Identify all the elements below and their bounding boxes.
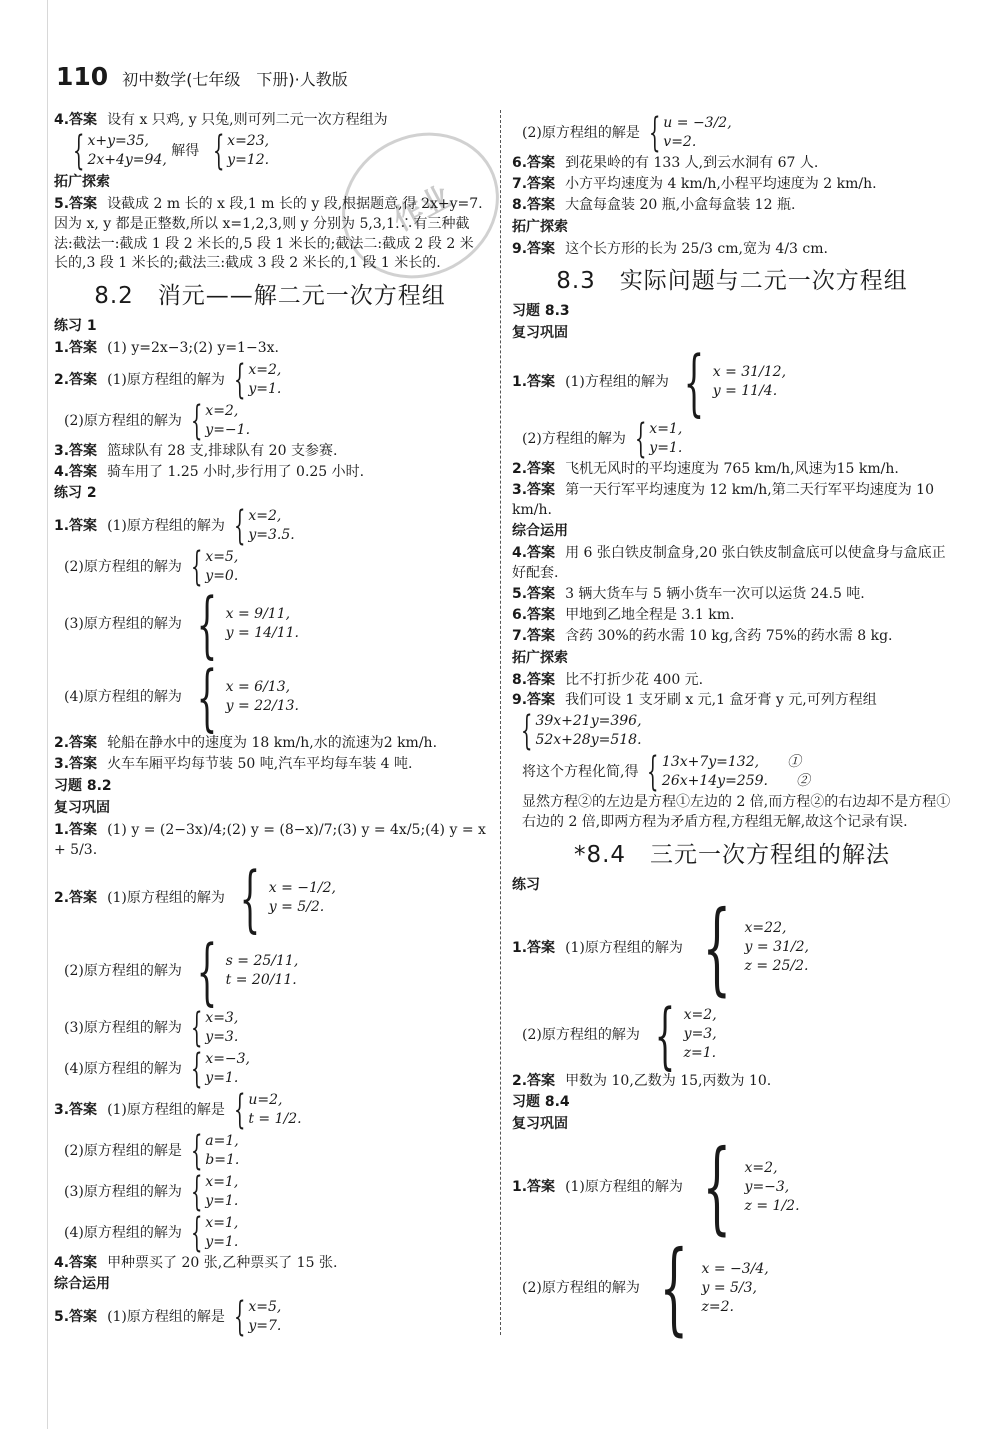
subsection-heading: 习题 8.4 [512, 1094, 570, 1111]
subsection-heading: 练习 [512, 876, 540, 893]
answer-item: 2.答案 甲数为 10,乙数为 15,丙数为 10. [512, 1072, 772, 1089]
answer-item: 3.答案 第一天行军平均速度为 12 km/h,第二天行军平均速度为 10 km/h. [512, 481, 934, 518]
answer-item: 1.答案 (1)原方程组的解为 { x=22, y = 31/2, z = 25/2. [512, 888, 809, 1006]
subsection-heading: 拓广探索 [512, 218, 568, 235]
section-title: *8.4 三元一次方程组的解法 [573, 842, 891, 869]
subsection-heading: 复习巩固 [512, 1116, 568, 1133]
answer-item: 2.答案 轮船在静水中的速度为 18 km/h,水的流速为2 km/h. [54, 735, 438, 752]
column-divider [500, 110, 501, 1335]
answer-item: 7.答案 含药 30%的药水需 10 kg,含药 75%的药水需 8 kg. [512, 627, 893, 644]
subsection-heading: 拓广探索 [512, 649, 568, 666]
subsection-heading: 拓广探索 [54, 173, 110, 190]
subsection-heading: 复习巩固 [54, 799, 110, 816]
answer-item: (2)原方程组的解为 { x=2, y=3, z=1. [522, 992, 717, 1077]
answer-item: 6.答案 甲地到乙地全程是 3.1 km. [512, 606, 735, 623]
equation-system: { x+y=35, 2x+4y=94, [72, 127, 167, 174]
subsection-heading: 习题 8.3 [512, 303, 570, 320]
answer-item: (4)原方程组的解为 { x = 6/13, y = 22/13. [64, 655, 299, 740]
left-column [54, 110, 486, 1341]
answer-item: 6.答案 到花果岭的有 133 人,到云水洞有 67 人. [512, 155, 819, 171]
answer-item: 8.答案 比不打折少花 400 元. [512, 671, 704, 688]
answer-item: 2.答案 (1)原方程组的解为 { x = −1/2, y = 5/2. [54, 855, 336, 940]
subsection-heading: 习题 8.2 [54, 778, 112, 795]
right-column [512, 110, 952, 1347]
answer-item: 1.答案 (1) y = (2−3x)/4;(2) y = (8−x)/7;(3) y = 4x/5;(4) y = x + 5/3. [54, 821, 486, 858]
answer-item: 将这个方程化简,得 { 13x+7y=132, ① 26x+14y=259. ② [522, 749, 810, 796]
answer-item: 5.答案 设截成 2 m 长的 x 段,1 m 长的 y 段,根据题意,得 2x+y=7.因为 x, y 都是正整数,所以 x=1,2,3,则 y 分别为 5,3,1.∴有三种截法:截法一:截成 1 段 2 米长的,5 段 1 米长的;截法二:截成 2 段 2 米长的,3 段 1 米长的;截法三:截成 3 段 2 米长的,1 段 1 米长的. [54, 195, 483, 272]
answer-item: (2)方程组的解为 { x=1, y=1. [522, 415, 683, 462]
answer-item: (3)原方程组的解为 { x = 9/11, y = 14/11. [64, 582, 299, 667]
answer-item: (2)原方程组的解为 { x = −3/4, y = 5/3, z=2. [522, 1229, 769, 1347]
answer-item: 4.答案 骑车用了 1.25 小时,步行用了 0.25 小时. [54, 463, 365, 480]
equation-system: { x=23, y=12. [212, 127, 270, 174]
answer-item: 4.答案 设有 x 只鸡, y 只兔,则可列二元一次方程组为 { x+y=35, 2x+4y=94, 解得 { x=23, y=12. [54, 112, 388, 174]
answer-paragraph: 显然方程②的左边是方程①左边的 2 倍,而方程②的右边却不是方程①右边的 2 倍,即两方程为矛盾方程,方程组无解,故这个记录有误. [522, 794, 951, 831]
answer-item: 5.答案 (1)原方程组的解是 { x=5, y=7. [54, 1294, 282, 1341]
answer-item: (3)原方程组的解为 { x=3, y=3. [64, 1004, 239, 1051]
answer-item: (2)原方程组的解为 { x=5, y=0. [64, 544, 239, 591]
page-margin-line [47, 0, 48, 1429]
subsection-heading: 综合运用 [512, 523, 568, 540]
answer-item: 4.答案 甲种票买了 20 张,乙种票买了 15 张. [54, 1254, 338, 1271]
subsection-heading: 综合运用 [54, 1276, 110, 1293]
answer-item: (4)原方程组的解为 { x=−3, y=1. [64, 1045, 251, 1092]
answer-item: 1.答案 (1)原方程组的解为 { x=2, y=3.5. [54, 503, 295, 550]
answer-item: (3)原方程组的解为 { x=1, y=1. [64, 1168, 239, 1215]
answer-item: 3.答案 (1)原方程组的解是 { u=2, t = 1/2. [54, 1086, 302, 1133]
answer-item: 3.答案 火车车厢平均每节装 50 吨,汽车平均每车装 4 吨. [54, 756, 413, 773]
subsection-heading: 复习巩固 [512, 324, 568, 341]
subsection-heading: 练习 2 [54, 485, 97, 502]
watermark-text: 作业 [387, 179, 457, 239]
answer-item: 9.答案 我们可设 1 支牙刷 x 元,1 盒牙膏 y 元,可列方程组 { 39x+21y=396, 52x+28y=518. [512, 692, 877, 755]
page-header [56, 62, 348, 91]
answer-item: 1.答案 (1)方程组的解为 { x = 31/12, y = 11/4. [512, 339, 787, 424]
answer-item: 7.答案 小方平均速度为 4 km/h,小程平均速度为 2 km/h. [512, 175, 877, 192]
answer-item: 4.答案 用 6 张白铁皮制盒身,20 张白铁皮制盒底可以使盒身与盒底正好配套. [512, 545, 946, 582]
book-title: 初中数学(七年级 下册)·人教版 [122, 70, 348, 89]
answer-item: (2)原方程组的解为 { x=2, y=−1. [64, 397, 251, 444]
answer-item: 2.答案 (1)原方程组的解为 { x=2, y=1. [54, 356, 282, 403]
answer-item: (2)原方程组的解是 { u = −3/2, v=2. [522, 110, 732, 156]
answer-item: (4)原方程组的解为 { x=1, y=1. [64, 1209, 239, 1256]
answer-item: (2)原方程组的解为 { s = 25/11, t = 20/11. [64, 928, 299, 1013]
answer-item: 5.答案 3 辆大货车与 5 辆小货车一次可以运货 24.5 吨. [512, 586, 865, 603]
answer-item: 2.答案 飞机无风时的平均速度为 765 km/h,风速为15 km/h. [512, 460, 899, 477]
answer-item: (2)原方程组的解是 { a=1, b=1. [64, 1127, 240, 1174]
answer-item: 1.答案 (1) y=2x−3;(2) y=1−3x. [54, 339, 279, 356]
section-title: 8.2 消元——解二元一次方程组 [94, 283, 446, 310]
answer-item: 3.答案 篮球队有 28 支,排球队有 20 支参赛. [54, 442, 338, 459]
section-title: 8.3 实际问题与二元一次方程组 [556, 268, 908, 295]
answer-item: 9.答案 这个长方形的长为 25/3 cm,宽为 4/3 cm. [512, 240, 828, 257]
answer-item: 1.答案 (1)原方程组的解为 { x=2, y=−3, z = 1/2. [512, 1128, 800, 1246]
answer-item: 8.答案 大盒每盒装 20 瓶,小盒每盒装 12 瓶. [512, 196, 796, 213]
subsection-heading: 练习 1 [54, 317, 97, 334]
page-number: 110 [56, 62, 109, 91]
